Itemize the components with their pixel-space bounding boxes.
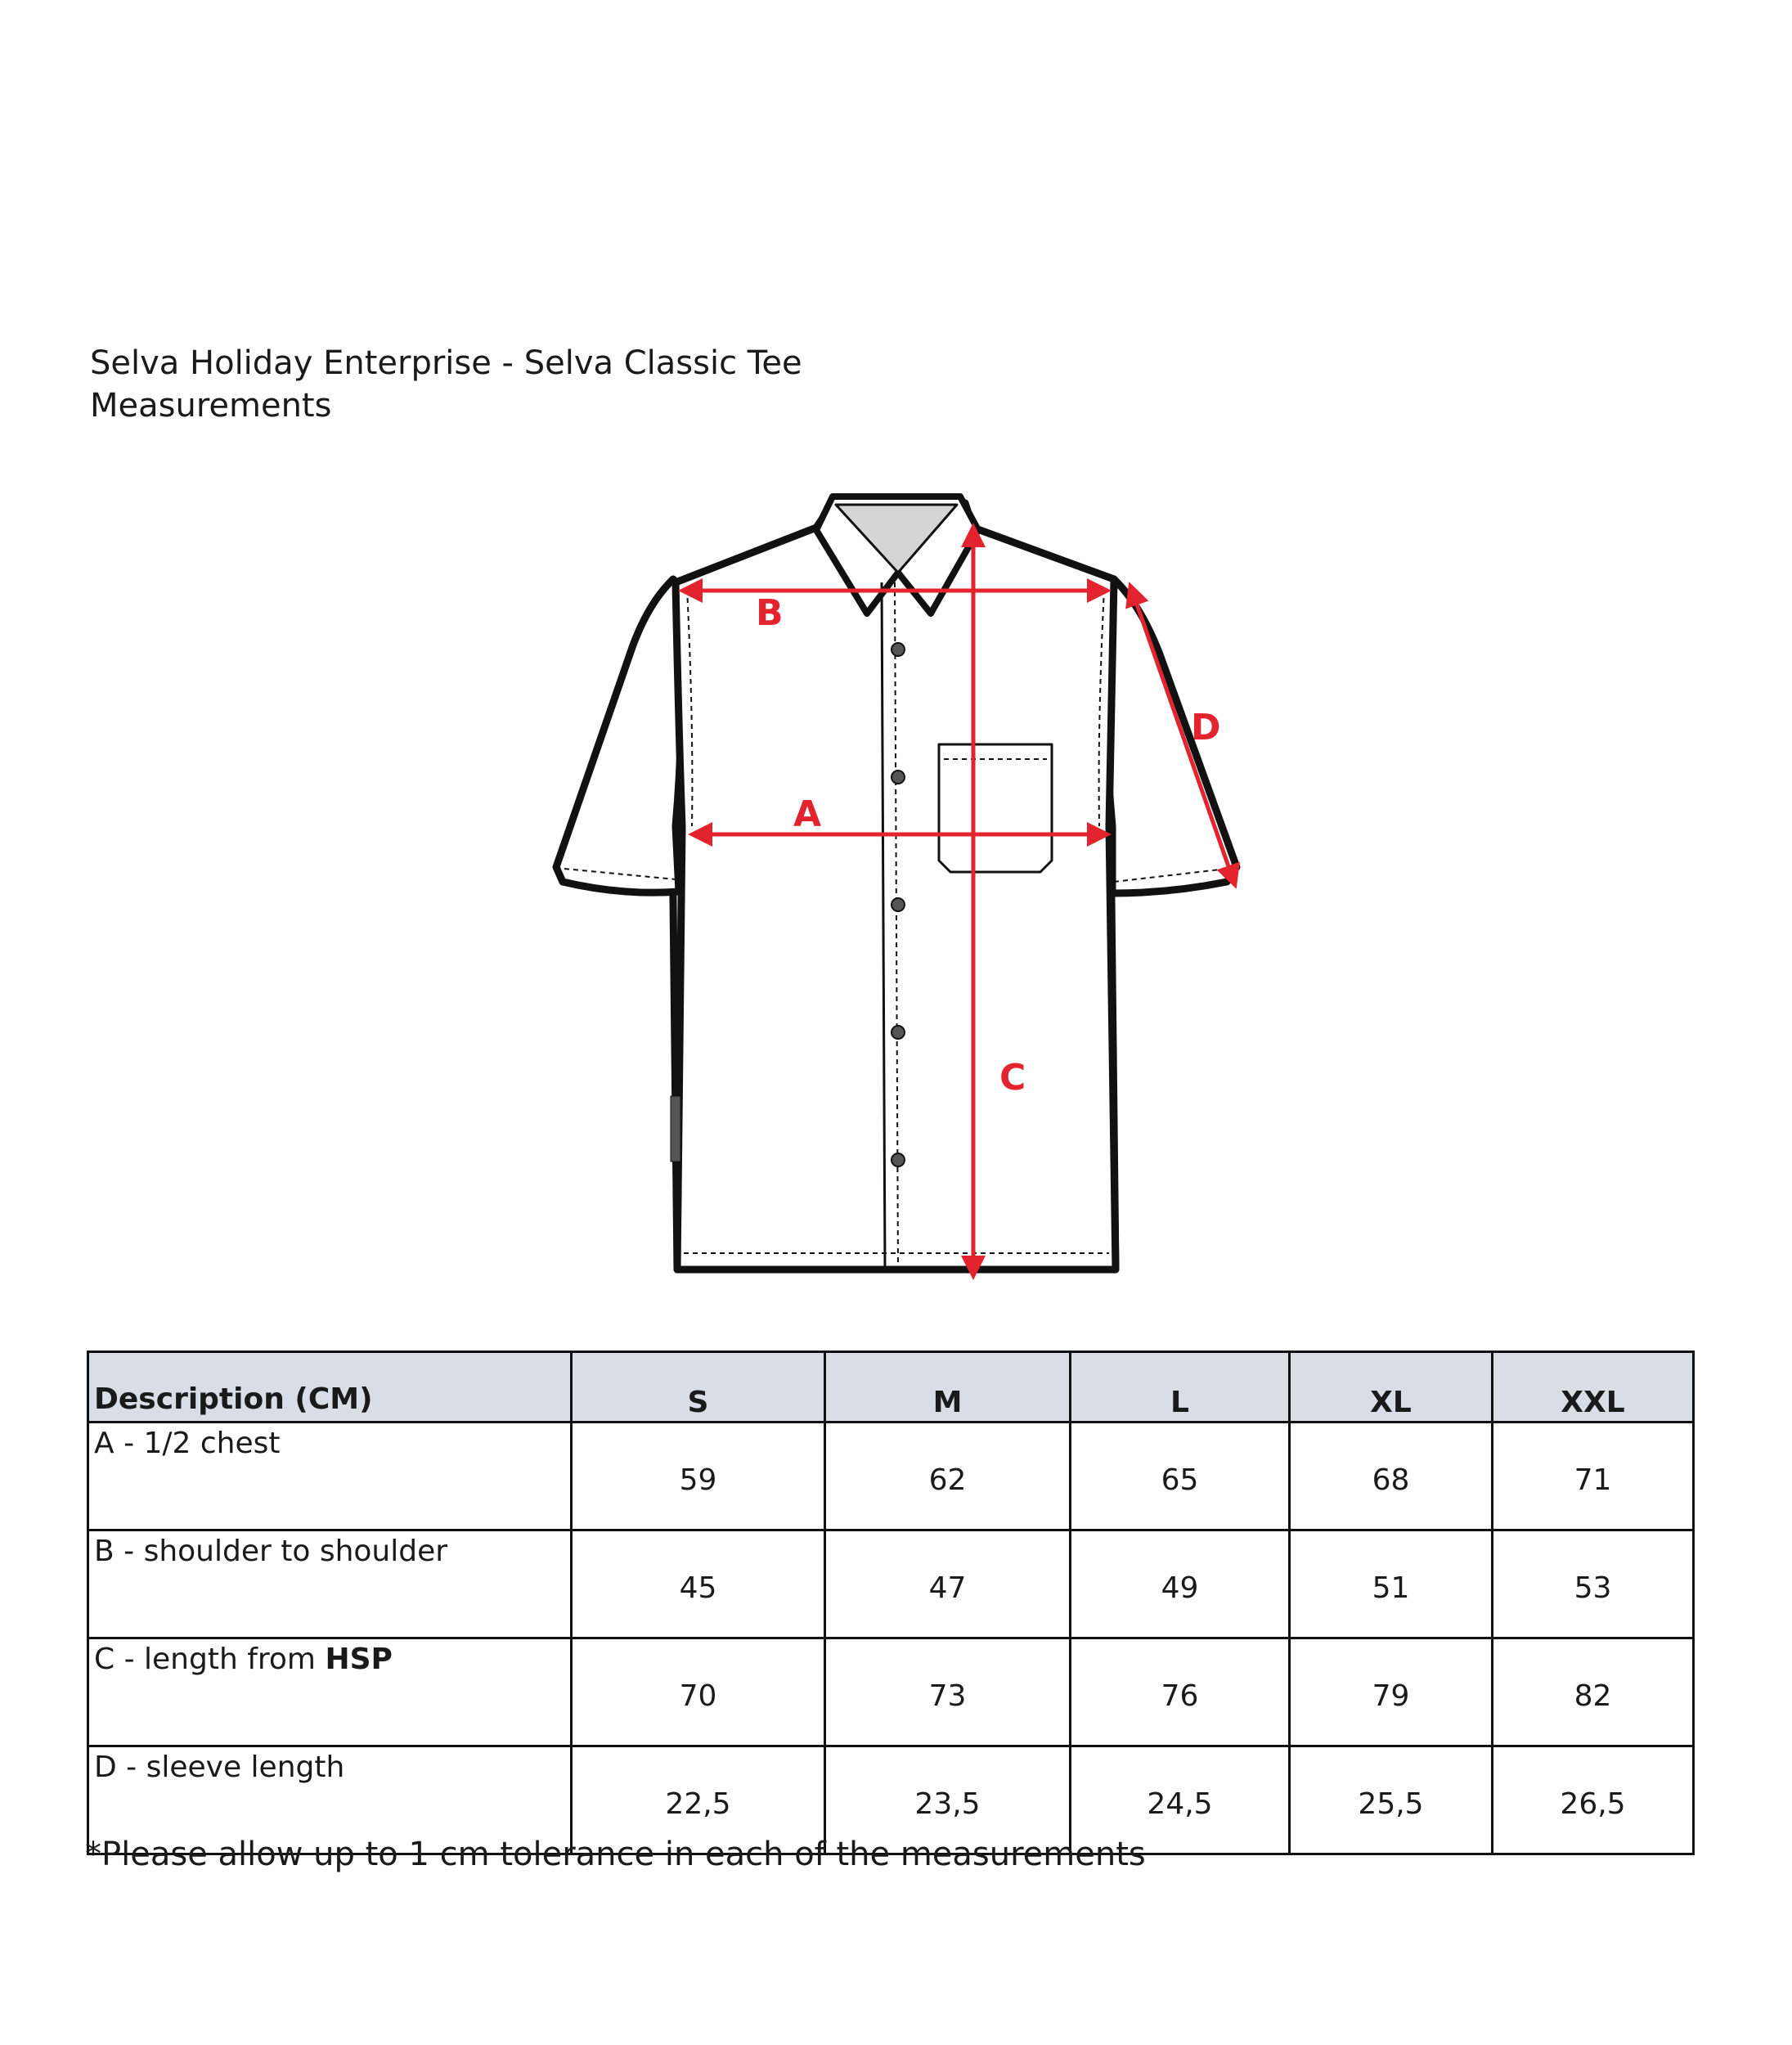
row-description: A - 1/2 chest <box>88 1423 572 1530</box>
cell-value: 68 <box>1290 1423 1493 1530</box>
label-a: A <box>793 793 822 835</box>
label-d: D <box>1191 707 1221 748</box>
cell-value: 73 <box>825 1638 1071 1746</box>
header-size-s: S <box>572 1352 825 1423</box>
cell-value: 25,5 <box>1290 1746 1493 1854</box>
header-size-m: M <box>825 1352 1071 1423</box>
label-b: B <box>756 592 784 634</box>
cell-value: 79 <box>1290 1638 1493 1746</box>
cell-value: 45 <box>572 1530 825 1638</box>
cell-value: 47 <box>825 1530 1071 1638</box>
cell-value: 71 <box>1493 1423 1694 1530</box>
table-header-row <box>88 1352 1694 1423</box>
header-description: Description (CM) <box>88 1352 572 1423</box>
row-description-text: C - length from <box>94 1643 326 1676</box>
row-description: B - shoulder to shoulder <box>88 1530 572 1638</box>
cell-value: 59 <box>572 1423 825 1530</box>
cell-value: 22,5 <box>572 1746 825 1854</box>
header-size-xxl: XXL <box>1493 1352 1694 1423</box>
title-line-2: Measurements <box>90 387 332 425</box>
title-line-1: Selva Holiday Enterprise - Selva Classic Tee <box>90 344 802 382</box>
cell-value: 65 <box>1071 1423 1290 1530</box>
table-row <box>88 1530 1694 1638</box>
table-row <box>88 1423 1694 1530</box>
cell-value: 26,5 <box>1493 1746 1694 1854</box>
cell-value: 49 <box>1071 1530 1290 1638</box>
cell-value: 24,5 <box>1071 1746 1290 1854</box>
measurements-table <box>87 1351 1695 1855</box>
cell-value: 51 <box>1290 1530 1493 1638</box>
row-description <box>88 1638 572 1746</box>
cell-value: 76 <box>1071 1638 1290 1746</box>
cell-value: 82 <box>1493 1638 1694 1746</box>
label-c: C <box>999 1057 1026 1099</box>
table-row <box>88 1638 1694 1746</box>
header-size-l: L <box>1071 1352 1290 1423</box>
tolerance-note: *Please allow up to 1 cm tolerance in each of the measurements <box>85 1836 1146 1873</box>
row-description: D - sleeve length <box>88 1746 572 1854</box>
cell-value: 53 <box>1493 1530 1694 1638</box>
header-size-xl: XL <box>1290 1352 1493 1423</box>
cell-value: 62 <box>825 1423 1071 1530</box>
cell-value: 23,5 <box>825 1746 1071 1854</box>
row-description-bold: HSP <box>325 1643 393 1676</box>
cell-value: 70 <box>572 1638 825 1746</box>
